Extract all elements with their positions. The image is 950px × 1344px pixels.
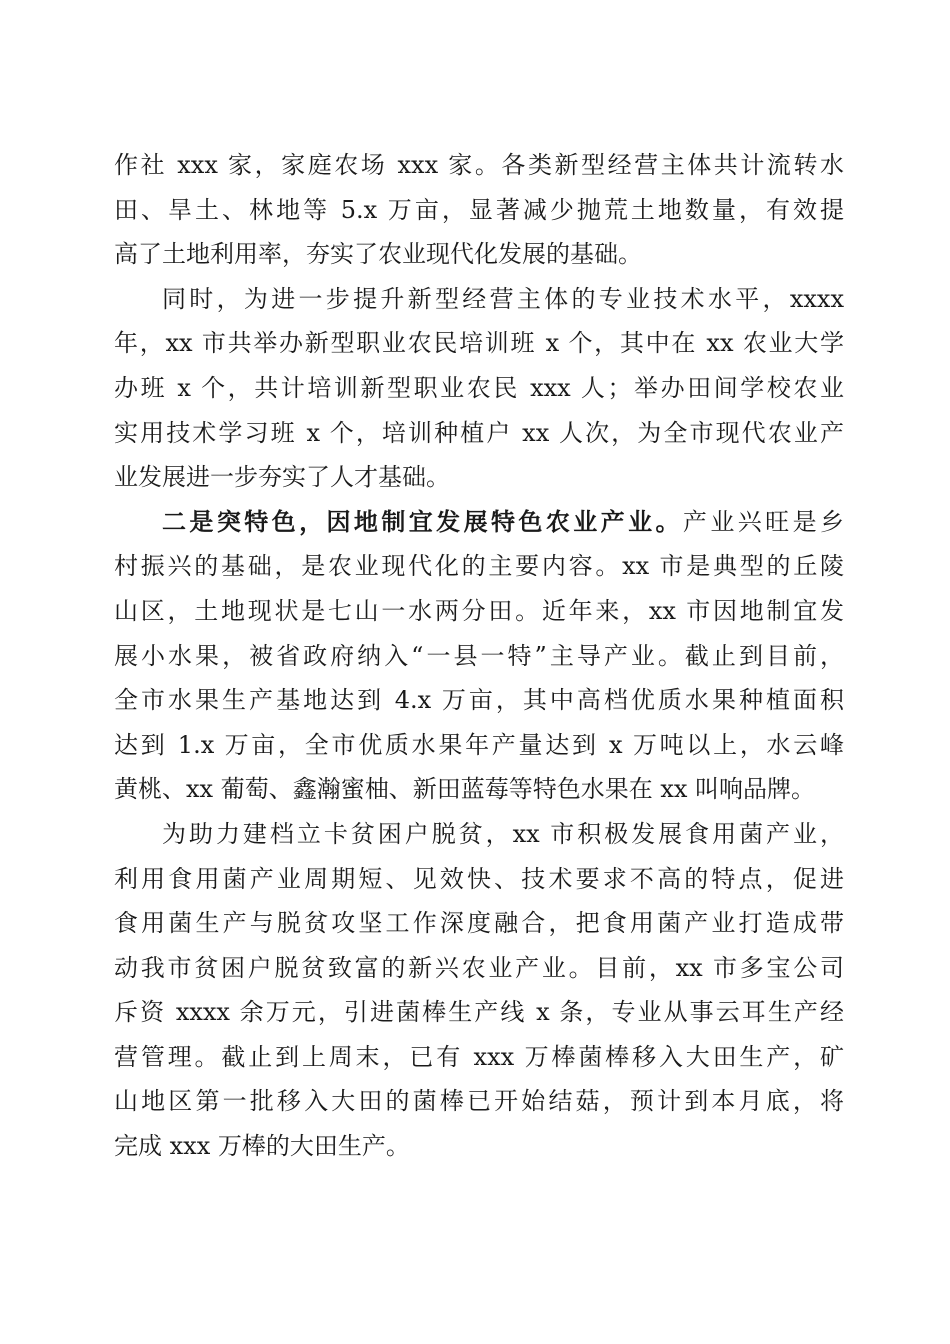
text-line: 山区，土地现状是七山一水两分田。近年来，xx 市因地制宜发 (114, 596, 844, 625)
section-heading: 二是突特色，因地制宜发展特色农业产业。 (162, 506, 683, 536)
text-line: 作社 xxx 家，家庭农场 xxx 家。各类新型经营主体共计流转水 (114, 151, 844, 179)
text-line: 动我市贫困户脱贫致富的新兴农业产业。目前，xx 市多宝公司 (114, 953, 844, 982)
text-line: 为助力建档立卡贫困户脱贫，xx 市积极发展食用菌产业， (162, 819, 844, 848)
text-line: 黄桃、xx 葡萄、鑫瀚蜜柚、新田蓝莓等特色水果在 xx 叫响品牌。 (114, 775, 816, 804)
text-line: 营管理。截止到上周末，已有 xxx 万棒菌棒移入大田生产，矿 (114, 1042, 844, 1071)
text-line: 全市水果生产基地达到 4.x 万亩，其中高档优质水果种植面积 (114, 686, 844, 715)
text-line: 完成 xxx 万棒的大田生产。 (114, 1132, 410, 1161)
text-line: 实用技术学习班 x 个，培训种植户 xx 人次，为全市现代农业产 (114, 418, 844, 447)
text-line: 办班 x 个，共计培训新型职业农民 xxx 人；举办田间学校农业 (114, 373, 844, 402)
text-line: 高了土地利用率，夯实了农业现代化发展的基础。 (114, 240, 642, 269)
body-text (114, 143, 844, 1169)
text-line: 同时，为进一步提升新型经营主体的专业技术水平，xxxx (162, 284, 844, 313)
text-line: 田、旱土、林地等 5.x 万亩，显著减少抛荒土地数量，有效提 (114, 195, 844, 224)
text-line: 山地区第一批移入大田的菌棒已开始结菇，预计到本月底，将 (114, 1087, 844, 1116)
text-line: 年，xx 市共举办新型职业农民培训班 x 个，其中在 xx 农业大学 (114, 329, 844, 358)
text-line: 斥资 xxxx 余万元，引进菌棒生产线 x 条，专业从事云耳生产经 (114, 998, 844, 1027)
text-span: 产业兴旺是乡 (682, 507, 845, 536)
text-line: 业发展进一步夯实了人才基础。 (114, 463, 450, 492)
text-line (114, 500, 844, 545)
text-line: 食用菌生产与脱贫攻坚工作深度融合，把食用菌产业打造成带 (114, 909, 844, 938)
text-line: 达到 1.x 万亩，全市优质水果年产量达到 x 万吨以上，水云峰 (114, 730, 844, 759)
text-line: 利用食用菌产业周期短、见效快、技术要求不高的特点，促进 (114, 864, 844, 893)
text-line: 村振兴的基础，是农业现代化的主要内容。xx 市是典型的丘陵 (114, 552, 844, 581)
text-line: 展小水果，被省政府纳入“一县一特”主导产业。截止到目前， (114, 641, 844, 670)
